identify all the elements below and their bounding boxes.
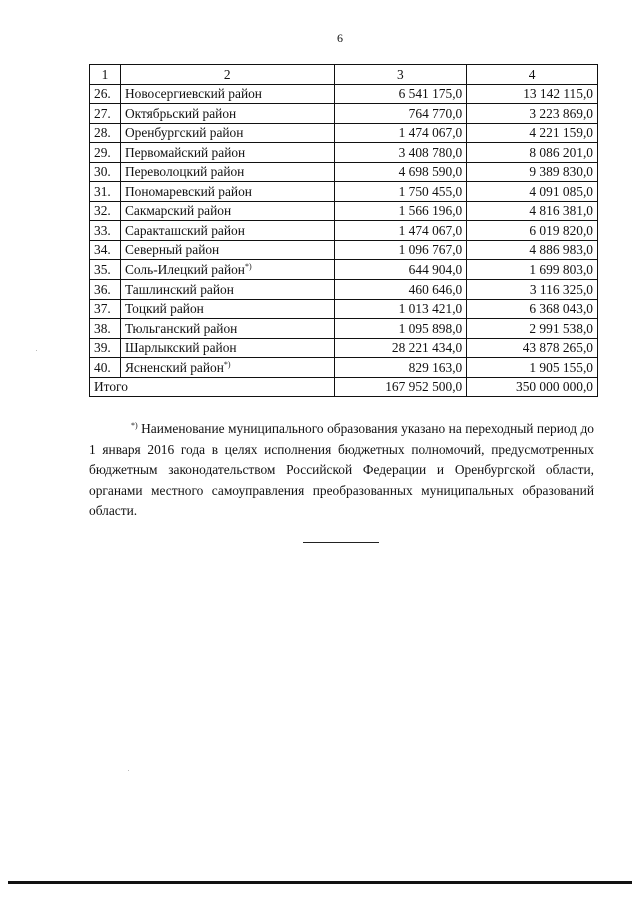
table-row bbox=[90, 240, 598, 260]
value-col-4: 1 905 155,0 bbox=[467, 358, 598, 378]
value-col-4: 3 223 869,0 bbox=[467, 104, 598, 124]
district-name: Ясненский район bbox=[124, 359, 224, 375]
row-number: 28. bbox=[90, 123, 121, 143]
district-name-cell bbox=[120, 319, 334, 339]
table-row bbox=[90, 182, 598, 202]
value-col-3: 1 096 767,0 bbox=[334, 240, 467, 260]
row-number: 31. bbox=[90, 182, 121, 202]
value-col-4: 1 699 803,0 bbox=[467, 260, 598, 280]
row-number: 35. bbox=[90, 260, 121, 280]
row-number: 38. bbox=[90, 319, 121, 339]
table-row bbox=[90, 162, 598, 182]
value-col-4: 4 221 159,0 bbox=[467, 123, 598, 143]
table-row bbox=[90, 260, 598, 280]
row-number: 40. bbox=[90, 358, 121, 378]
district-name-cell bbox=[120, 143, 334, 163]
district-name: Ташлинский район bbox=[124, 281, 234, 297]
scan-speck bbox=[128, 770, 129, 771]
row-number: 39. bbox=[90, 338, 121, 358]
district-name-cell bbox=[120, 240, 334, 260]
table-row bbox=[90, 280, 598, 300]
district-name-cell bbox=[120, 338, 334, 358]
value-col-3: 1 013 421,0 bbox=[334, 299, 467, 319]
header-col-1: 1 bbox=[90, 65, 121, 85]
district-name-cell bbox=[120, 84, 334, 104]
table-row bbox=[90, 104, 598, 124]
footnote-text: Наименование муниципального образования указано на переходный период до 1 января 2016 года в целях исполнения бюджетных полномочий, предусмотренных бюджетным законодательством Российской Федерации и Оренбургской области, органами местного самоуправления преобразованных муниципальных образований области. bbox=[89, 421, 594, 518]
district-name-cell bbox=[120, 201, 334, 221]
table-header-row bbox=[90, 65, 598, 85]
row-number: 26. bbox=[90, 84, 121, 104]
header-col-4: 4 bbox=[467, 65, 598, 85]
district-name-cell bbox=[120, 358, 334, 378]
budget-table bbox=[89, 64, 598, 397]
page-number: 6 bbox=[337, 31, 343, 45]
row-number: 30. bbox=[90, 162, 121, 182]
table-row bbox=[90, 143, 598, 163]
table-row bbox=[90, 358, 598, 378]
table-row bbox=[90, 299, 598, 319]
value-col-3: 644 904,0 bbox=[334, 260, 467, 280]
value-col-3: 6 541 175,0 bbox=[334, 84, 467, 104]
value-col-3: 829 163,0 bbox=[334, 358, 467, 378]
table-row bbox=[90, 221, 598, 241]
district-name: Переволоцкий район bbox=[124, 164, 245, 180]
district-name-cell bbox=[120, 299, 334, 319]
value-col-3: 1 474 067,0 bbox=[334, 123, 467, 143]
row-number: 37. bbox=[90, 299, 121, 319]
value-col-3: 3 408 780,0 bbox=[334, 143, 467, 163]
total-col-3: 167 952 500,0 bbox=[334, 377, 467, 397]
value-col-4: 4 816 381,0 bbox=[467, 201, 598, 221]
value-col-3: 1 566 196,0 bbox=[334, 201, 467, 221]
value-col-4: 2 991 538,0 bbox=[467, 319, 598, 339]
value-col-4: 13 142 115,0 bbox=[467, 84, 598, 104]
district-name: Тюльганский район bbox=[124, 320, 238, 336]
row-number: 33. bbox=[90, 221, 121, 241]
footnote-reference: *) bbox=[223, 359, 231, 369]
district-name-cell bbox=[120, 182, 334, 202]
district-name: Пономаревский район bbox=[124, 183, 252, 199]
table-row bbox=[90, 201, 598, 221]
district-name: Тоцкий район bbox=[124, 301, 204, 317]
value-col-4: 3 116 325,0 bbox=[467, 280, 598, 300]
district-name: Шарлыкский район bbox=[124, 340, 237, 356]
table-row bbox=[90, 123, 598, 143]
table-row bbox=[90, 319, 598, 339]
value-col-3: 4 698 590,0 bbox=[334, 162, 467, 182]
header-col-3: 3 bbox=[334, 65, 467, 85]
footnote-mark: *) bbox=[131, 421, 138, 430]
row-number: 29. bbox=[90, 143, 121, 163]
district-name-cell bbox=[120, 162, 334, 182]
district-name-cell bbox=[120, 260, 334, 280]
value-col-4: 8 086 201,0 bbox=[467, 143, 598, 163]
value-col-3: 1 474 067,0 bbox=[334, 221, 467, 241]
value-col-3: 28 221 434,0 bbox=[334, 338, 467, 358]
value-col-3: 1 095 898,0 bbox=[334, 319, 467, 339]
page-bottom-rule bbox=[8, 881, 632, 884]
header-col-2: 2 bbox=[120, 65, 334, 85]
footnote-reference: *) bbox=[244, 262, 252, 272]
separator-line bbox=[303, 542, 379, 543]
total-label: Итого bbox=[90, 377, 335, 397]
value-col-4: 6 019 820,0 bbox=[467, 221, 598, 241]
total-col-4: 350 000 000,0 bbox=[467, 377, 598, 397]
district-name: Саракташский район bbox=[124, 222, 245, 238]
value-col-4: 6 368 043,0 bbox=[467, 299, 598, 319]
footnote bbox=[89, 419, 594, 522]
district-name-cell bbox=[120, 123, 334, 143]
district-name-cell bbox=[120, 221, 334, 241]
district-name: Сакмарский район bbox=[124, 203, 232, 219]
value-col-4: 4 886 983,0 bbox=[467, 240, 598, 260]
district-name: Октябрьский район bbox=[124, 105, 237, 121]
row-number: 34. bbox=[90, 240, 121, 260]
row-number: 36. bbox=[90, 280, 121, 300]
value-col-4: 9 389 830,0 bbox=[467, 162, 598, 182]
value-col-4: 4 091 085,0 bbox=[467, 182, 598, 202]
district-name: Соль-Илецкий район bbox=[124, 262, 245, 278]
row-number: 27. bbox=[90, 104, 121, 124]
district-name: Северный район bbox=[124, 242, 220, 258]
value-col-4: 43 878 265,0 bbox=[467, 338, 598, 358]
district-name-cell bbox=[120, 104, 334, 124]
district-name: Первомайский район bbox=[124, 144, 246, 160]
row-number: 32. bbox=[90, 201, 121, 221]
value-col-3: 1 750 455,0 bbox=[334, 182, 467, 202]
value-col-3: 764 770,0 bbox=[334, 104, 467, 124]
total-row bbox=[90, 377, 598, 397]
table-row bbox=[90, 84, 598, 104]
district-name: Новосергиевский район bbox=[124, 86, 262, 102]
table-row bbox=[90, 338, 598, 358]
scan-speck bbox=[36, 350, 37, 351]
district-name: Оренбургский район bbox=[124, 125, 244, 141]
value-col-3: 460 646,0 bbox=[334, 280, 467, 300]
district-name-cell bbox=[120, 280, 334, 300]
